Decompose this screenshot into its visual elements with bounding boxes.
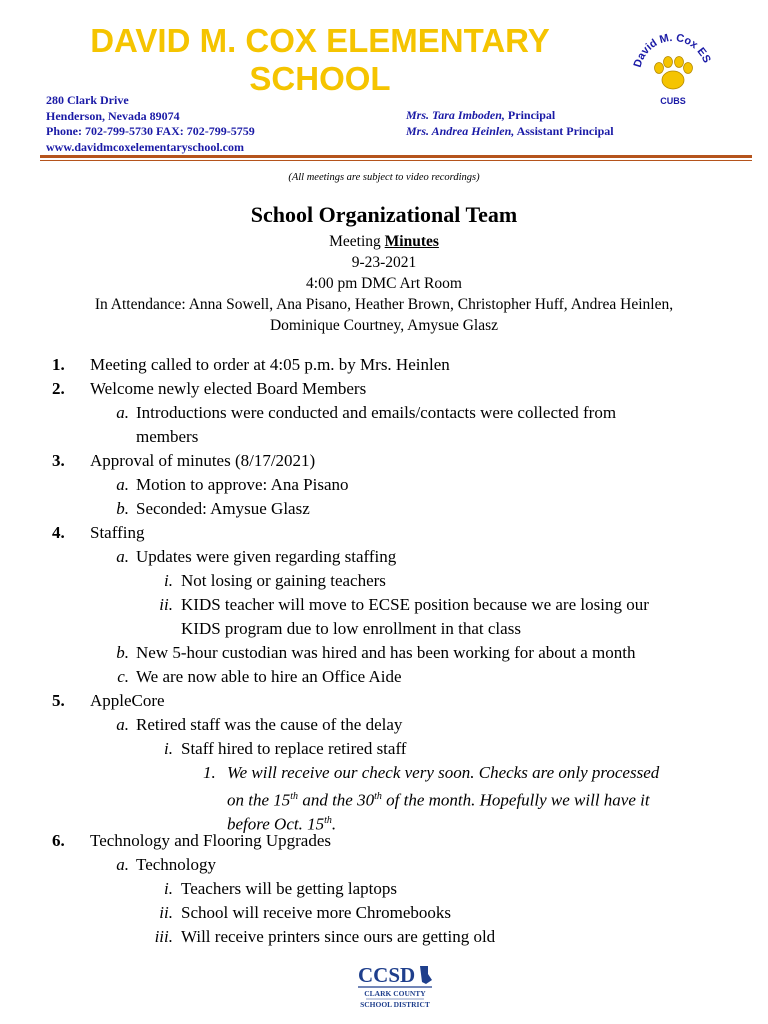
meeting-time-place: 4:00 pm DMC Art Room bbox=[306, 275, 462, 292]
meeting-subtitle bbox=[0, 232, 768, 251]
sub-sub-item: School will receive more Chromebooks bbox=[181, 903, 452, 922]
sub-sub-item: Staff hired to replace retired staff bbox=[181, 739, 407, 758]
sub-sub-item: KIDS teacher will move to ECSE position because we are losing our bbox=[181, 595, 649, 614]
sub-sub-item: Not losing or gaining teachers bbox=[181, 571, 386, 590]
roman-marker: i. bbox=[164, 571, 173, 590]
principal-title: Principal bbox=[507, 108, 556, 122]
attendance-line1: In Attendance: Anna Sowell, Ana Pisano, Heather Brown, Christopher Huff, Andrea Heinlen, bbox=[94, 296, 674, 313]
list-item: Staffing bbox=[90, 523, 145, 542]
recording-notice: (All meetings are subject to video recordings) bbox=[288, 172, 480, 183]
ordinal-suffix: th bbox=[290, 791, 299, 802]
sub-item-marker: a. bbox=[116, 855, 129, 874]
roman-marker: i. bbox=[164, 879, 173, 898]
assistant-principal-name: Mrs. Andrea Heinlen, bbox=[406, 123, 515, 138]
item-number: 2. bbox=[52, 379, 65, 398]
school-name-line1: DAVID M. COX ELEMENTARY bbox=[90, 22, 550, 59]
principal-name: Mrs. Tara Imboden, bbox=[406, 108, 505, 122]
logo-text-top: David M. Cox ES bbox=[631, 31, 713, 69]
item-number: 4. bbox=[52, 523, 65, 542]
roman-marker: ii. bbox=[159, 903, 173, 922]
sub-item-marker: c. bbox=[117, 667, 129, 686]
attendance-line2: Dominique Courtney, Amysue Glasz bbox=[269, 317, 499, 334]
address-phone: Phone: 702-799-5730 FAX: 702-799-5759 bbox=[46, 124, 255, 138]
principal-line bbox=[406, 108, 614, 124]
sub-item: Seconded: Amysue Glasz bbox=[136, 499, 310, 518]
roman-marker: i. bbox=[164, 739, 173, 758]
item-number: 3. bbox=[52, 451, 65, 470]
ccsd-logo bbox=[356, 962, 436, 1012]
ccsd-line1: CLARK COUNTY bbox=[364, 989, 426, 998]
header-divider bbox=[40, 155, 752, 158]
sub-item: Technology bbox=[136, 855, 217, 874]
sub-item-marker: b. bbox=[116, 499, 129, 518]
meeting-date: 9-23-2021 bbox=[351, 254, 417, 271]
address-city: Henderson, Nevada 89074 bbox=[46, 108, 180, 123]
sub-sub-item: Will receive printers since ours are getting old bbox=[181, 927, 496, 946]
sub-item-continued: members bbox=[136, 427, 199, 446]
item-number: 5. bbox=[52, 691, 65, 710]
detail-item: We will receive our check very soon. Checks are only processed bbox=[227, 763, 660, 782]
school-name-line2: SCHOOL bbox=[249, 60, 391, 97]
roman-marker: iii. bbox=[154, 927, 173, 946]
ordinal-suffix: th bbox=[324, 815, 332, 826]
sub-item-marker: b. bbox=[116, 643, 129, 662]
sub-item-marker: a. bbox=[116, 403, 129, 422]
sub-item: We are now able to hire an Office Aide bbox=[136, 667, 402, 686]
school-address-block bbox=[46, 93, 255, 155]
sub-item: New 5-hour custodian was hired and has been working for about a month bbox=[136, 643, 636, 662]
sub-item-marker: a. bbox=[116, 475, 129, 494]
list-item: Approval of minutes (8/17/2021) bbox=[90, 451, 316, 470]
assistant-principal-title: Assistant Principal bbox=[516, 123, 614, 138]
meeting-subtitle-prefix: Meeting bbox=[329, 233, 381, 250]
school-name bbox=[40, 22, 600, 98]
meeting-title: School Organizational Team bbox=[250, 202, 518, 227]
sub-item-marker: a. bbox=[116, 547, 129, 566]
sub-sub-item: Teachers will be getting laptops bbox=[181, 879, 397, 898]
list-item: Welcome newly elected Board Members bbox=[90, 379, 367, 398]
numbered-marker: 1. bbox=[203, 763, 216, 782]
school-logo bbox=[622, 22, 722, 112]
sub-item-marker: a. bbox=[116, 715, 129, 734]
administration-block bbox=[406, 108, 614, 139]
address-website[interactable]: www.davidmcoxelementaryschool.com bbox=[46, 139, 244, 154]
detail-text: of the month. Hopefully we will have it bbox=[381, 790, 650, 810]
list-item: AppleCore bbox=[90, 691, 165, 710]
detail-text: and the 30 bbox=[298, 790, 375, 810]
sub-item: Introductions were conducted and emails/contacts were collected from bbox=[136, 403, 617, 422]
logo-text-bottom: CUBS bbox=[660, 96, 686, 106]
detail-text: on the 15 bbox=[227, 790, 291, 810]
assistant-principal-line bbox=[406, 124, 614, 140]
sub-item: Updates were given regarding staffing bbox=[136, 547, 397, 566]
sub-item: Motion to approve: Ana Pisano bbox=[136, 475, 349, 494]
list-item: Technology and Flooring Upgrades bbox=[90, 831, 332, 850]
item-number: 6. bbox=[52, 831, 65, 850]
sub-sub-item-continued: KIDS program due to low enrollment in that class bbox=[181, 619, 521, 638]
paw-print-icon bbox=[655, 57, 693, 90]
roman-marker: ii. bbox=[159, 595, 173, 614]
detail-text: . bbox=[331, 814, 337, 834]
meeting-subtitle-minutes: Minutes bbox=[384, 233, 439, 250]
detail-text: before Oct. 15 bbox=[227, 814, 325, 834]
address-street: 280 Clark Drive bbox=[46, 93, 129, 107]
sub-item: Retired staff was the cause of the delay bbox=[136, 715, 403, 734]
nevada-shape-icon bbox=[420, 966, 432, 984]
ccsd-logo-text: CCSD bbox=[358, 963, 416, 987]
ordinal-suffix: th bbox=[374, 791, 382, 802]
ccsd-line2: SCHOOL DISTRICT bbox=[360, 1000, 430, 1009]
header-divider-thin bbox=[40, 160, 752, 161]
list-item: Meeting called to order at 4:05 p.m. by Mrs. Heinlen bbox=[90, 355, 450, 374]
item-number: 1. bbox=[52, 355, 65, 374]
